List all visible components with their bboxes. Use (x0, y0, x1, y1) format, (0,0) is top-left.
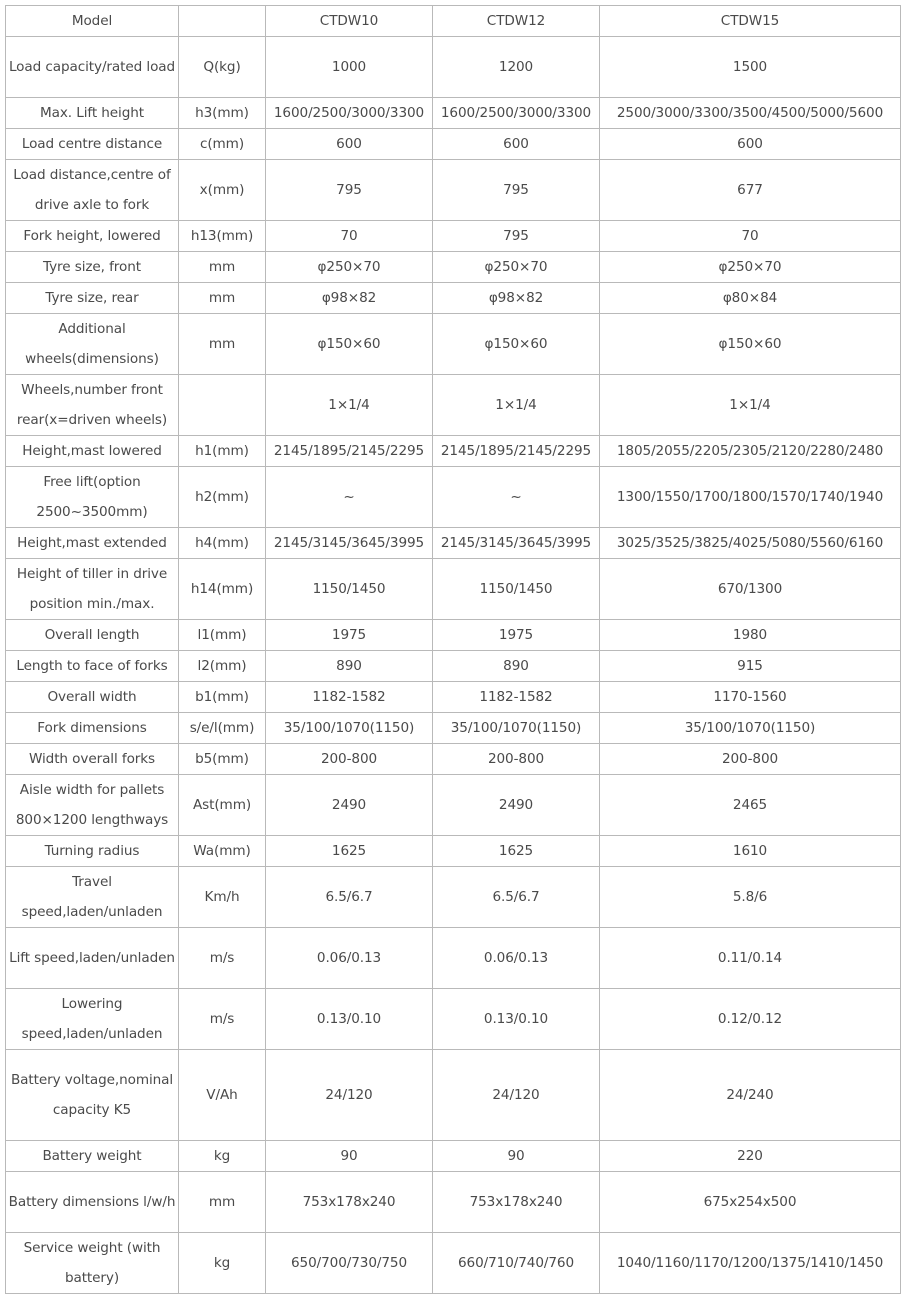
row-unit: mm (179, 314, 266, 375)
ctdw15-value: 600 (600, 129, 901, 160)
row-label: Length to face of forks (6, 651, 179, 682)
ctdw15-value: 70 (600, 221, 901, 252)
table-row (6, 651, 901, 682)
table-row (6, 314, 901, 375)
ctdw12-value: 753x178x240 (433, 1172, 600, 1233)
ctdw10-value: 70 (266, 221, 433, 252)
ctdw10-value: ~ (266, 467, 433, 528)
row-label: Load distance,centre of drive axle to fork (6, 160, 179, 221)
row-label: Lift speed,laden/unladen (6, 928, 179, 989)
ctdw15-value: 200-800 (600, 744, 901, 775)
ctdw10-value: 2490 (266, 775, 433, 836)
row-unit: h3(mm) (179, 98, 266, 129)
ctdw15-value: 2500/3000/3300/3500/4500/5000/5600 (600, 98, 901, 129)
ctdw10-value: 890 (266, 651, 433, 682)
table-row (6, 283, 901, 314)
row-unit: kg (179, 1233, 266, 1294)
row-unit: x(mm) (179, 160, 266, 221)
row-unit: b1(mm) (179, 682, 266, 713)
ctdw15-value: 3025/3525/3825/4025/5080/5560/6160 (600, 528, 901, 559)
ctdw12-value: 1975 (433, 620, 600, 651)
ctdw15-value: 5.8/6 (600, 867, 901, 928)
row-unit: Wa(mm) (179, 836, 266, 867)
ctdw15-value: φ250×70 (600, 252, 901, 283)
ctdw10-value: 6.5/6.7 (266, 867, 433, 928)
ctdw10-value: 1600/2500/3000/3300 (266, 98, 433, 129)
row-label: Fork height, lowered (6, 221, 179, 252)
ctdw10-value: 90 (266, 1141, 433, 1172)
row-label: Max. Lift height (6, 98, 179, 129)
row-label: Additional wheels(dimensions) (6, 314, 179, 375)
ctdw10-value: 24/120 (266, 1050, 433, 1141)
ctdw12-value: 2490 (433, 775, 600, 836)
ctdw12-value: 1625 (433, 836, 600, 867)
ctdw10-value: 1×1/4 (266, 375, 433, 436)
ctdw15-value: 24/240 (600, 1050, 901, 1141)
row-unit: Km/h (179, 867, 266, 928)
ctdw10-value: 600 (266, 129, 433, 160)
row-label: Battery dimensions l/w/h (6, 1172, 179, 1233)
table-row (6, 221, 901, 252)
header-cell-model: Model (6, 6, 179, 37)
ctdw12-value: 600 (433, 129, 600, 160)
row-unit: mm (179, 283, 266, 314)
row-unit: mm (179, 1172, 266, 1233)
row-unit: Q(kg) (179, 37, 266, 98)
row-unit: s/e/l(mm) (179, 713, 266, 744)
ctdw12-value: φ150×60 (433, 314, 600, 375)
row-unit: l2(mm) (179, 651, 266, 682)
row-unit: mm (179, 252, 266, 283)
row-unit: l1(mm) (179, 620, 266, 651)
row-unit: h2(mm) (179, 467, 266, 528)
ctdw10-value: 35/100/1070(1150) (266, 713, 433, 744)
row-label: Wheels,number front rear(x=driven wheels) (6, 375, 179, 436)
ctdw12-value: 660/710/740/760 (433, 1233, 600, 1294)
ctdw15-value: 1040/1160/1170/1200/1375/1410/1450 (600, 1233, 901, 1294)
ctdw12-value: ~ (433, 467, 600, 528)
table-row (6, 713, 901, 744)
table-row (6, 528, 901, 559)
ctdw10-value: 0.13/0.10 (266, 989, 433, 1050)
table-row (6, 775, 901, 836)
ctdw10-value: 1150/1450 (266, 559, 433, 620)
table-row (6, 467, 901, 528)
ctdw12-value: 24/120 (433, 1050, 600, 1141)
row-unit (179, 375, 266, 436)
header-cell-ctdw12: CTDW12 (433, 6, 600, 37)
row-label: Load centre distance (6, 129, 179, 160)
ctdw15-value: φ150×60 (600, 314, 901, 375)
ctdw15-value: 0.12/0.12 (600, 989, 901, 1050)
ctdw10-value: 200-800 (266, 744, 433, 775)
ctdw12-value: φ98×82 (433, 283, 600, 314)
row-label: Travel speed,laden/unladen (6, 867, 179, 928)
table-row (6, 252, 901, 283)
ctdw10-value: 1000 (266, 37, 433, 98)
row-label: Battery weight (6, 1141, 179, 1172)
ctdw12-value: 795 (433, 221, 600, 252)
ctdw12-value: 1600/2500/3000/3300 (433, 98, 600, 129)
row-label: Free lift(option 2500~3500mm) (6, 467, 179, 528)
ctdw15-value: 1610 (600, 836, 901, 867)
ctdw10-value: φ98×82 (266, 283, 433, 314)
ctdw10-value: 0.06/0.13 (266, 928, 433, 989)
header-cell-unit (179, 6, 266, 37)
table-row (6, 1050, 901, 1141)
ctdw12-value: 6.5/6.7 (433, 867, 600, 928)
row-label: Overall width (6, 682, 179, 713)
ctdw10-value: 2145/1895/2145/2295 (266, 436, 433, 467)
ctdw12-value: 1182-1582 (433, 682, 600, 713)
row-unit: c(mm) (179, 129, 266, 160)
row-label: Width overall forks (6, 744, 179, 775)
ctdw10-value: 753x178x240 (266, 1172, 433, 1233)
table-row (6, 836, 901, 867)
table-header-row (6, 6, 901, 37)
row-label: Aisle width for pallets 800×1200 lengthways (6, 775, 179, 836)
ctdw15-value: 1300/1550/1700/1800/1570/1740/1940 (600, 467, 901, 528)
ctdw15-value: 1×1/4 (600, 375, 901, 436)
table-row (6, 1233, 901, 1294)
row-unit: m/s (179, 989, 266, 1050)
table-row (6, 98, 901, 129)
row-unit: V/Ah (179, 1050, 266, 1141)
ctdw15-value: 2465 (600, 775, 901, 836)
table-row (6, 160, 901, 221)
ctdw10-value: 1625 (266, 836, 433, 867)
row-label: Lowering speed,laden/unladen (6, 989, 179, 1050)
row-label: Overall length (6, 620, 179, 651)
ctdw12-value: 890 (433, 651, 600, 682)
table-row (6, 682, 901, 713)
row-label: Height of tiller in drive position min./max. (6, 559, 179, 620)
ctdw12-value: 35/100/1070(1150) (433, 713, 600, 744)
row-label: Height,mast extended (6, 528, 179, 559)
row-label: Battery voltage,nominal capacity K5 (6, 1050, 179, 1141)
row-label: Service weight (with battery) (6, 1233, 179, 1294)
ctdw12-value: 1×1/4 (433, 375, 600, 436)
table-row (6, 989, 901, 1050)
ctdw15-value: 1980 (600, 620, 901, 651)
table-row (6, 559, 901, 620)
ctdw12-value: 2145/1895/2145/2295 (433, 436, 600, 467)
table-row (6, 620, 901, 651)
row-label: Tyre size, rear (6, 283, 179, 314)
row-label: Height,mast lowered (6, 436, 179, 467)
ctdw15-value: 220 (600, 1141, 901, 1172)
table-row (6, 375, 901, 436)
row-unit: h14(mm) (179, 559, 266, 620)
ctdw12-value: 0.06/0.13 (433, 928, 600, 989)
ctdw12-value: 1200 (433, 37, 600, 98)
row-label: Load capacity/rated load (6, 37, 179, 98)
row-label: Tyre size, front (6, 252, 179, 283)
table-row (6, 744, 901, 775)
row-label: Turning radius (6, 836, 179, 867)
ctdw12-value: 200-800 (433, 744, 600, 775)
header-cell-ctdw15: CTDW15 (600, 6, 901, 37)
row-unit: m/s (179, 928, 266, 989)
ctdw12-value: 90 (433, 1141, 600, 1172)
table-row (6, 928, 901, 989)
row-unit: b5(mm) (179, 744, 266, 775)
ctdw15-value: 677 (600, 160, 901, 221)
row-unit: h1(mm) (179, 436, 266, 467)
ctdw12-value: 795 (433, 160, 600, 221)
ctdw12-value: 2145/3145/3645/3995 (433, 528, 600, 559)
ctdw15-value: 675x254x500 (600, 1172, 901, 1233)
table-row (6, 1141, 901, 1172)
ctdw15-value: φ80×84 (600, 283, 901, 314)
spec-table (5, 5, 901, 1294)
ctdw15-value: 1805/2055/2205/2305/2120/2280/2480 (600, 436, 901, 467)
ctdw15-value: 915 (600, 651, 901, 682)
row-unit: kg (179, 1141, 266, 1172)
ctdw15-value: 0.11/0.14 (600, 928, 901, 989)
ctdw10-value: 795 (266, 160, 433, 221)
row-unit: h4(mm) (179, 528, 266, 559)
row-unit: Ast(mm) (179, 775, 266, 836)
ctdw10-value: 1182-1582 (266, 682, 433, 713)
ctdw12-value: 1150/1450 (433, 559, 600, 620)
ctdw10-value: 650/700/730/750 (266, 1233, 433, 1294)
table-row (6, 1172, 901, 1233)
ctdw12-value: 0.13/0.10 (433, 989, 600, 1050)
ctdw15-value: 1500 (600, 37, 901, 98)
ctdw10-value: φ250×70 (266, 252, 433, 283)
ctdw10-value: φ150×60 (266, 314, 433, 375)
ctdw15-value: 670/1300 (600, 559, 901, 620)
table-row (6, 867, 901, 928)
table-row (6, 37, 901, 98)
header-cell-ctdw10: CTDW10 (266, 6, 433, 37)
row-unit: h13(mm) (179, 221, 266, 252)
table-row (6, 129, 901, 160)
table-row (6, 436, 901, 467)
ctdw15-value: 35/100/1070(1150) (600, 713, 901, 744)
ctdw15-value: 1170-1560 (600, 682, 901, 713)
ctdw10-value: 2145/3145/3645/3995 (266, 528, 433, 559)
row-label: Fork dimensions (6, 713, 179, 744)
ctdw10-value: 1975 (266, 620, 433, 651)
ctdw12-value: φ250×70 (433, 252, 600, 283)
